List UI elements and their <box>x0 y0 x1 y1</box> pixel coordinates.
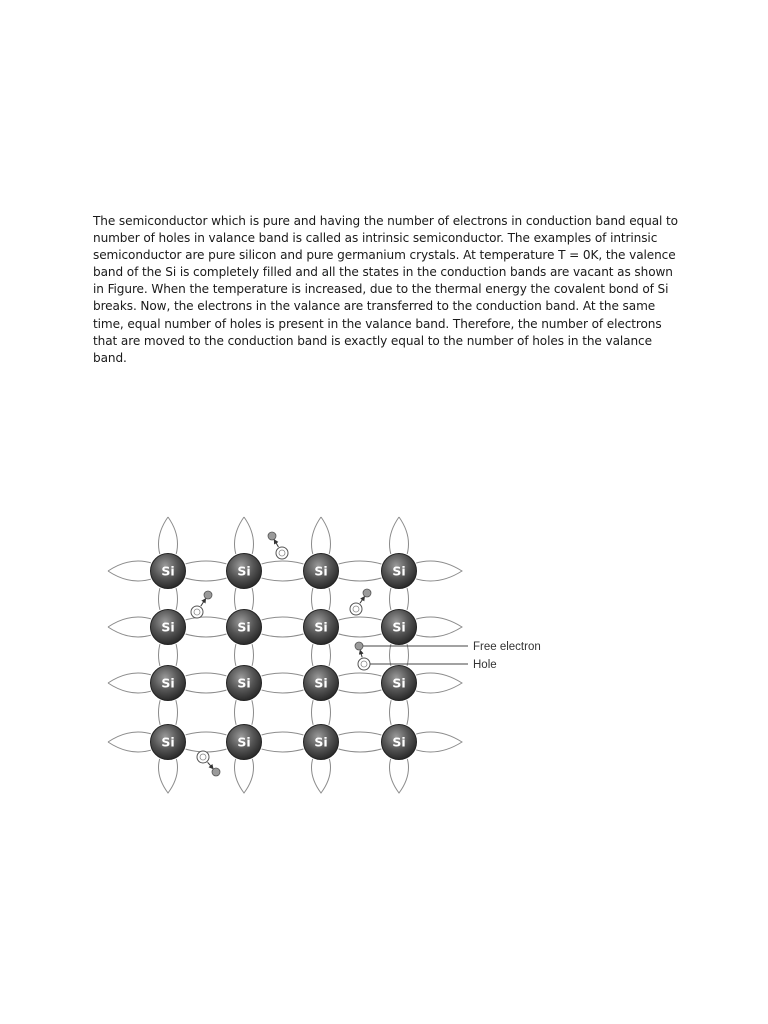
silicon-atom-label: Si <box>237 619 251 635</box>
carrier-motion-arrow <box>360 598 364 603</box>
charge-carriers <box>191 532 371 776</box>
carrier-motion-arrow <box>201 600 205 606</box>
hole-label: Hole <box>473 659 497 671</box>
free-electron-label: Free electron <box>473 641 541 653</box>
silicon-atom-label: Si <box>161 619 175 635</box>
carrier-motion-arrow <box>361 652 363 657</box>
silicon-lattice-diagram <box>100 515 570 805</box>
silicon-atom-label: Si <box>161 734 175 750</box>
silicon-atom-label: Si <box>161 675 175 691</box>
free-electron-dot <box>268 532 276 540</box>
silicon-atom-label: Si <box>314 563 328 579</box>
free-electron-dot <box>363 589 371 597</box>
hole-marker <box>276 547 288 559</box>
silicon-atom-label: Si <box>237 734 251 750</box>
free-electron-dot <box>204 591 212 599</box>
hole-marker <box>197 751 209 763</box>
intrinsic-semiconductor-paragraph: The semiconductor which is pure and having the number of electrons in conduction band equal to number of holes in valance band is called as intrinsic semiconductor. The examples of intrinsic semiconductor are pure silicon and pure germanium crystals. At temperature T = 0K, the valence band of the Si is completely filled and all the states in the conduction bands are vacant as shown in Figure. When the temperature is increased, due to the thermal energy the covalent bond of Si breaks. Now, the electrons in the valance are transferred to the conduction band. At the same time, equal number of holes is present in the valance band. Therefore, the number of electrons that are moved to the conduction band is exactly equal to the number of holes in the valance band. <box>93 214 678 365</box>
hole-marker <box>350 603 362 615</box>
free-electron-dot <box>355 642 363 650</box>
hole-marker <box>191 606 203 618</box>
silicon-lattice-figure <box>100 515 570 805</box>
silicon-atom-label: Si <box>392 734 406 750</box>
silicon-atom-label: Si <box>314 734 328 750</box>
silicon-atom-label: Si <box>314 675 328 691</box>
silicon-atom-label: Si <box>161 563 175 579</box>
carrier-motion-arrow <box>275 541 278 547</box>
hole-marker <box>358 658 370 670</box>
silicon-atoms <box>149 552 418 761</box>
silicon-atom-label: Si <box>237 675 251 691</box>
silicon-atom-label: Si <box>237 563 251 579</box>
free-electron-dot <box>212 768 220 776</box>
carrier-motion-arrow <box>208 762 212 767</box>
silicon-atom-label: Si <box>392 619 406 635</box>
silicon-atom-label: Si <box>392 675 406 691</box>
silicon-atom-label: Si <box>392 563 406 579</box>
silicon-atom-label: Si <box>314 619 328 635</box>
